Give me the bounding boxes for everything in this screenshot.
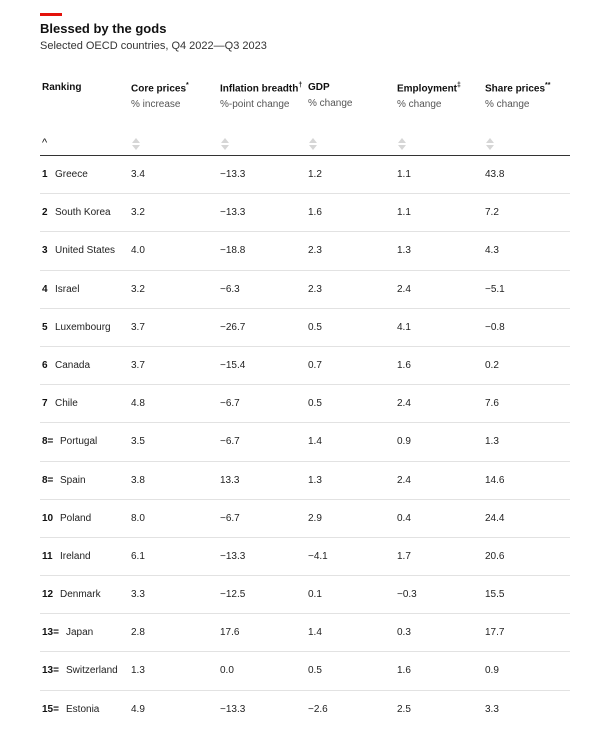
inflation-breadth-value: −15.4 — [220, 359, 246, 371]
core-prices-value: 3.2 — [131, 283, 145, 295]
column-header-inflation-breadth[interactable]: Inflation breadth† %-point change — [220, 82, 303, 111]
core-prices-value: 3.8 — [131, 474, 145, 486]
core-prices-value: 3.3 — [131, 589, 145, 601]
inflation-breadth-value: 0.0 — [220, 665, 234, 677]
country-name: Poland — [60, 512, 92, 524]
share-prices-value: 7.2 — [485, 207, 499, 219]
column-header-core-prices[interactable]: Core prices* % increase — [131, 82, 189, 111]
rank-number: 5 — [42, 321, 48, 333]
gdp-value: 2.9 — [308, 512, 322, 524]
column-unit: % increase — [131, 99, 181, 111]
inflation-breadth-value: 13.3 — [220, 474, 240, 486]
table-row — [40, 652, 570, 690]
share-prices-value: 20.6 — [485, 550, 505, 562]
employment-value: 2.4 — [397, 474, 411, 486]
employment-value: 2.4 — [397, 398, 411, 410]
inflation-breadth-value: −26.7 — [220, 321, 246, 333]
core-prices-value: 6.1 — [131, 550, 145, 562]
inflation-breadth-value: −13.3 — [220, 169, 246, 180]
rank-number: 10 — [42, 512, 54, 524]
rank-number: 12 — [42, 589, 54, 601]
employment-value: 1.6 — [397, 665, 411, 677]
country-name: Greece — [55, 169, 88, 180]
table-row — [40, 423, 570, 461]
rank-number: 8= — [42, 436, 54, 448]
table-row — [40, 462, 570, 500]
gdp-value: 0.5 — [308, 321, 322, 333]
rank-number: 15= — [42, 703, 59, 715]
column-unit: % change — [485, 99, 530, 111]
gdp-value: 1.6 — [308, 207, 322, 219]
rank-number: 11 — [42, 550, 53, 562]
column-unit: %-point change — [220, 99, 290, 111]
share-prices-value: −5.1 — [485, 283, 505, 295]
country-name: Portugal — [60, 436, 98, 448]
caret-up-icon[interactable]: ^ — [42, 137, 48, 149]
gdp-value: −2.6 — [308, 703, 328, 715]
sort-both-icon[interactable] — [220, 138, 230, 150]
employment-value: 0.9 — [397, 436, 411, 448]
table-row — [40, 194, 570, 232]
core-prices-value: 3.5 — [131, 436, 145, 448]
gdp-value: 1.3 — [308, 474, 322, 486]
share-prices-value: 3.3 — [485, 703, 499, 715]
country-name: United States — [55, 245, 116, 257]
share-prices-value: 15.5 — [485, 589, 505, 601]
share-prices-value: 0.9 — [485, 665, 499, 677]
employment-value: 2.4 — [397, 283, 411, 295]
rank-number: 13= — [42, 627, 59, 639]
core-prices-value: 1.3 — [131, 665, 145, 677]
share-prices-value: −0.8 — [485, 321, 505, 333]
inflation-breadth-value: −12.5 — [220, 589, 246, 601]
inflation-breadth-value: −18.8 — [220, 245, 246, 257]
table-row — [40, 576, 570, 614]
table-row — [40, 538, 570, 576]
gdp-value: 2.3 — [308, 245, 322, 257]
rank-number: 4 — [42, 283, 48, 295]
chart-title: Blessed by the gods — [40, 21, 167, 36]
employment-value: 1.7 — [397, 550, 411, 562]
country-name: Spain — [60, 474, 86, 486]
gdp-value: 1.4 — [308, 436, 322, 448]
rank-number: 3 — [42, 245, 48, 257]
core-prices-value: 2.8 — [131, 627, 145, 639]
gdp-value: 1.2 — [308, 169, 322, 180]
core-prices-value: 4.0 — [131, 245, 145, 257]
employment-value: 0.4 — [397, 512, 411, 524]
inflation-breadth-value: −13.3 — [220, 550, 246, 562]
table-row — [40, 309, 570, 347]
gdp-value: 0.5 — [308, 665, 322, 677]
country-name: Chile — [55, 398, 78, 410]
inflation-breadth-value: −6.3 — [220, 283, 240, 295]
share-prices-value: 4.3 — [485, 245, 499, 257]
core-prices-value: 3.2 — [131, 207, 145, 219]
sort-controls — [40, 136, 570, 156]
rank-number: 1 — [42, 169, 48, 180]
column-header-ranking[interactable]: Ranking — [42, 82, 82, 93]
inflation-breadth-value: −13.3 — [220, 703, 246, 715]
country-name: Luxembourg — [55, 321, 111, 333]
core-prices-value: 3.7 — [131, 359, 145, 371]
employment-value: 2.5 — [397, 703, 411, 715]
sort-both-icon[interactable] — [131, 138, 141, 150]
inflation-breadth-value: −6.7 — [220, 398, 240, 410]
share-prices-value: 7.6 — [485, 398, 499, 410]
column-unit: % change — [397, 99, 442, 111]
core-prices-value: 4.9 — [131, 703, 145, 715]
chart-subtitle: Selected OECD countries, Q4 2022—Q3 2023 — [40, 40, 267, 52]
employment-value: 1.3 — [397, 245, 411, 257]
core-prices-value: 8.0 — [131, 512, 145, 524]
rank-number: 13= — [42, 665, 59, 677]
core-prices-value: 4.8 — [131, 398, 145, 410]
table-row — [40, 385, 570, 423]
share-prices-value: 14.6 — [485, 474, 505, 486]
table-row — [40, 156, 570, 194]
gdp-value: 0.5 — [308, 398, 322, 410]
country-name: South Korea — [55, 207, 111, 219]
rank-number: 8= — [42, 474, 54, 486]
country-name: Denmark — [60, 589, 101, 601]
employment-value: 0.3 — [397, 627, 411, 639]
sort-both-icon[interactable] — [308, 138, 318, 150]
employment-value: −0.3 — [397, 589, 417, 601]
gdp-value: 0.7 — [308, 359, 322, 371]
table-body — [40, 156, 570, 729]
country-name: Canada — [55, 359, 91, 371]
gdp-value: 2.3 — [308, 283, 322, 295]
table-row — [40, 232, 570, 270]
brand-accent-bar — [40, 13, 62, 16]
inflation-breadth-value: −6.7 — [220, 512, 240, 524]
column-header-gdp[interactable]: GDP % change — [308, 82, 353, 109]
column-header-share-prices[interactable]: Share prices** % change — [485, 82, 551, 111]
employment-value: 4.1 — [397, 321, 411, 333]
inflation-breadth-value: −6.7 — [220, 436, 240, 448]
share-prices-value: 24.4 — [485, 512, 505, 524]
table-row — [40, 500, 570, 538]
employment-value: 1.1 — [397, 207, 411, 219]
inflation-breadth-value: 17.6 — [220, 627, 240, 639]
gdp-value: −4.1 — [308, 550, 328, 562]
gdp-value: 1.4 — [308, 627, 322, 639]
inflation-breadth-value: −13.3 — [220, 207, 246, 219]
rank-number: 6 — [42, 359, 48, 371]
share-prices-value: 0.2 — [485, 359, 499, 371]
sort-both-icon[interactable] — [485, 138, 495, 150]
rank-number: 7 — [42, 398, 48, 410]
column-header-employment[interactable]: Employment‡ % change — [397, 82, 461, 111]
gdp-value: 0.1 — [308, 589, 322, 601]
table-row — [40, 691, 570, 729]
share-prices-value: 17.7 — [485, 627, 505, 639]
country-name: Switzerland — [66, 665, 118, 677]
column-unit: % change — [308, 98, 353, 109]
table-row — [40, 347, 570, 385]
sort-both-icon[interactable] — [397, 138, 407, 150]
rank-number: 2 — [42, 207, 48, 219]
share-prices-value: 43.8 — [485, 169, 505, 180]
country-name: Japan — [66, 627, 94, 639]
core-prices-value: 3.4 — [131, 169, 145, 180]
share-prices-value: 1.3 — [485, 436, 499, 448]
table-header — [40, 78, 570, 136]
country-name: Estonia — [66, 703, 100, 715]
country-name: Israel — [55, 283, 80, 295]
employment-value: 1.6 — [397, 359, 411, 371]
country-name: Ireland — [60, 550, 91, 562]
core-prices-value: 3.7 — [131, 321, 145, 333]
table-row — [40, 614, 570, 652]
employment-value: 1.1 — [397, 169, 411, 180]
ranking-table — [40, 78, 570, 729]
table-row — [40, 271, 570, 309]
